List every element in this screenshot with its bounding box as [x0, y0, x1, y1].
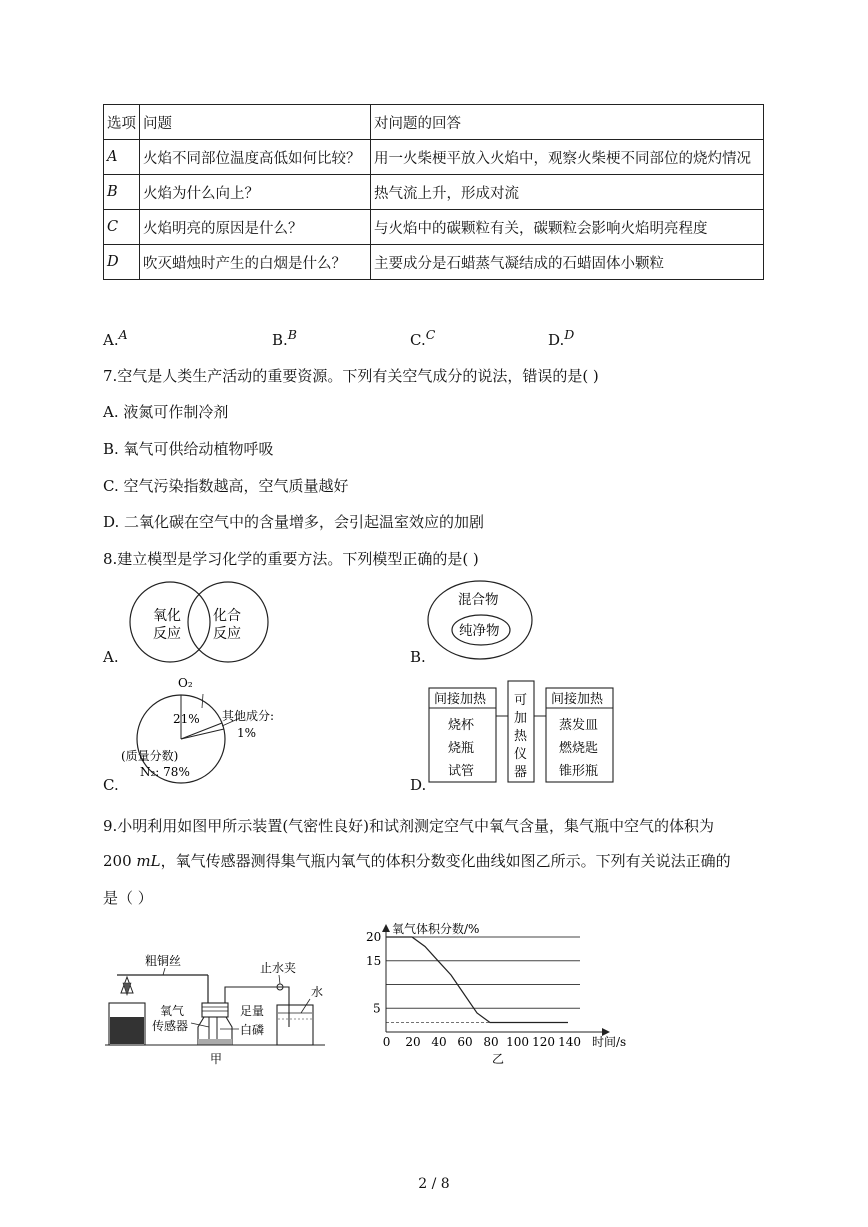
q6-option-c[interactable] [410, 327, 435, 349]
venn-right-label-1: 化合 [213, 608, 241, 624]
x-tick-label: 100 [506, 1035, 530, 1049]
wire-label: 粗铜丝 [145, 954, 182, 968]
option-prefix: B. [272, 331, 288, 349]
heat-center-char: 加 [514, 711, 528, 726]
q7-stem: 7.空气是人类生产活动的重要资源。下列有关空气成分的说法，错误的是( ) [103, 367, 599, 385]
table-cell: A [104, 140, 140, 175]
q8-option-b-label[interactable]: B. [410, 648, 426, 666]
pie-diagram [118, 674, 318, 786]
y-axis-arrow [382, 924, 390, 932]
q9-volume-unit: mL [136, 852, 161, 870]
pie-n2-label: N₂: 78% [140, 765, 190, 779]
header-cell: 问题 [140, 105, 371, 140]
q9-volume-value: 200 [103, 852, 132, 870]
option-prefix: A. [103, 331, 119, 349]
heating-instrument-diagram [428, 680, 618, 788]
sensor-label-1: 氧气 [160, 1004, 185, 1018]
table-cell: 火焰明亮的原因是什么？ [140, 210, 371, 245]
q6-option-a[interactable] [103, 327, 128, 349]
q8-option-a-label[interactable]: A. [103, 648, 119, 666]
x-tick-label: 140 [558, 1035, 582, 1049]
chart-caption: 乙 [492, 1052, 505, 1066]
header-cell: 对问题的回答 [371, 105, 764, 140]
option-value: C [425, 327, 436, 342]
heat-right-item: 锥形瓶 [559, 764, 599, 779]
q8-option-d-label[interactable]: D. [410, 776, 427, 794]
option-value: D [564, 327, 575, 342]
x-axis-label: 时间/s [592, 1035, 627, 1049]
x-tick-label: 80 [483, 1035, 499, 1049]
phosphorus-label-2: 白磷 [240, 1023, 265, 1037]
oxygen-chart [358, 918, 638, 1068]
q9-stem-line1: 9.小明利用如图甲所示装置(气密性良好)和试剂测定空气中氧气含量，集气瓶中空气的体积为 [103, 817, 715, 835]
y-tick-label: 5 [373, 1001, 381, 1016]
pie-note: (质量分数) [121, 749, 179, 763]
venn-left-label-1: 氧化 [153, 608, 181, 624]
nested-inner-label: 纯净物 [459, 623, 500, 639]
x-tick-label: 40 [431, 1035, 447, 1049]
y-tick-label: 20 [366, 930, 382, 944]
heat-right-item: 蒸发皿 [559, 718, 599, 733]
water-label: 水 [311, 985, 324, 999]
table-row [104, 140, 764, 175]
q8-option-c-label[interactable]: C. [103, 776, 119, 794]
table-cell: 吹灭蜡烛时产生的白烟是什么？ [140, 245, 371, 280]
q6-option-d[interactable] [548, 327, 574, 349]
heat-left-item: 烧杯 [448, 718, 475, 733]
q7-option-c[interactable]: C. 空气污染指数越高，空气质量越好 [103, 477, 349, 495]
heat-left-item: 烧瓶 [448, 741, 475, 756]
option-prefix: C. [410, 331, 426, 349]
table-row [104, 210, 764, 245]
heat-left-title: 间接加热 [434, 692, 487, 707]
table-cell: 用一火柴梗平放入火焰中，观察火柴梗不同部位的烧灼情况 [371, 140, 764, 175]
x-tick-label: 120 [532, 1035, 556, 1049]
q7-option-a[interactable]: A. 液氮可作制冷剂 [103, 403, 229, 421]
pie-o2-label: O₂ [178, 676, 193, 690]
heat-center-char: 器 [514, 765, 528, 780]
table-cell: C [104, 210, 140, 245]
x-tick-label: 60 [457, 1035, 473, 1049]
heat-right-item: 燃烧匙 [559, 741, 599, 756]
venn-diagram [120, 580, 280, 665]
q7-option-b[interactable]: B. 氧气可供给动植物呼吸 [103, 440, 274, 458]
table-cell: B [104, 175, 140, 210]
option-value: A [118, 327, 128, 342]
table-cell: 与火焰中的碳颗粒有关，碳颗粒会影响火焰明亮程度 [371, 210, 764, 245]
pie-o2-percent: 21% [173, 712, 200, 726]
clamp-label: 止水夹 [260, 961, 297, 975]
table-row [104, 175, 764, 210]
apparatus-diagram [105, 935, 330, 1065]
header-cell: 选项 [104, 105, 140, 140]
venn-left-label-2: 反应 [153, 626, 181, 642]
pie-other-percent: 1% [237, 726, 257, 740]
table-cell: 主要成分是石蜡蒸气凝结成的石蜡固体小颗粒 [371, 245, 764, 280]
pie-other-label: 其他成分: [222, 709, 275, 723]
nested-ellipse-diagram [425, 578, 535, 662]
heat-right-title: 间接加热 [551, 692, 604, 707]
x-tick-label: 0 [382, 1035, 391, 1049]
heat-left-item: 试管 [448, 764, 475, 779]
q7-option-d[interactable]: D. 二氧化碳在空气中的含量增多，会引起温室效应的加剧 [103, 513, 485, 531]
table-cell: 热气流上升，形成对流 [371, 175, 764, 210]
y-tick-label: 15 [366, 953, 382, 968]
table-header-row [104, 105, 764, 140]
q8-stem: 8.建立模型是学习化学的重要方法。下列模型正确的是( ) [103, 550, 479, 568]
q9-stem-line2 [103, 850, 731, 871]
option-prefix: D. [548, 331, 565, 349]
phosphorus-label-1: 足量 [240, 1004, 265, 1018]
q6-option-b[interactable] [272, 327, 297, 349]
heat-center-char: 可 [514, 693, 528, 708]
sensor-label-2: 传感器 [152, 1019, 189, 1033]
nested-outer-label: 混合物 [458, 592, 499, 608]
apparatus-caption: 甲 [210, 1052, 223, 1065]
x-tick-label: 20 [405, 1035, 421, 1049]
table-cell: D [104, 245, 140, 280]
question-table [103, 104, 764, 280]
heat-center-char: 仪 [514, 747, 528, 762]
table-row [104, 245, 764, 280]
q9-stem-line3: 是（ ） [103, 889, 153, 907]
series-line [386, 937, 568, 1023]
table-cell: 火焰不同部位温度高低如何比较？ [140, 140, 371, 175]
page-number: 2 / 8 [418, 1176, 450, 1192]
option-value: B [287, 327, 297, 342]
y-axis-label: 氧气体积分数/% [392, 922, 480, 936]
heat-center-char: 热 [514, 729, 528, 744]
table-cell: 火焰为什么向上？ [140, 175, 371, 210]
q9-stem-line2-rest: ，氧气传感器测得集气瓶内氧气的体积分数变化曲线如图乙所示。下列有关说法正确的 [160, 852, 731, 870]
venn-right-label-2: 反应 [213, 626, 241, 642]
